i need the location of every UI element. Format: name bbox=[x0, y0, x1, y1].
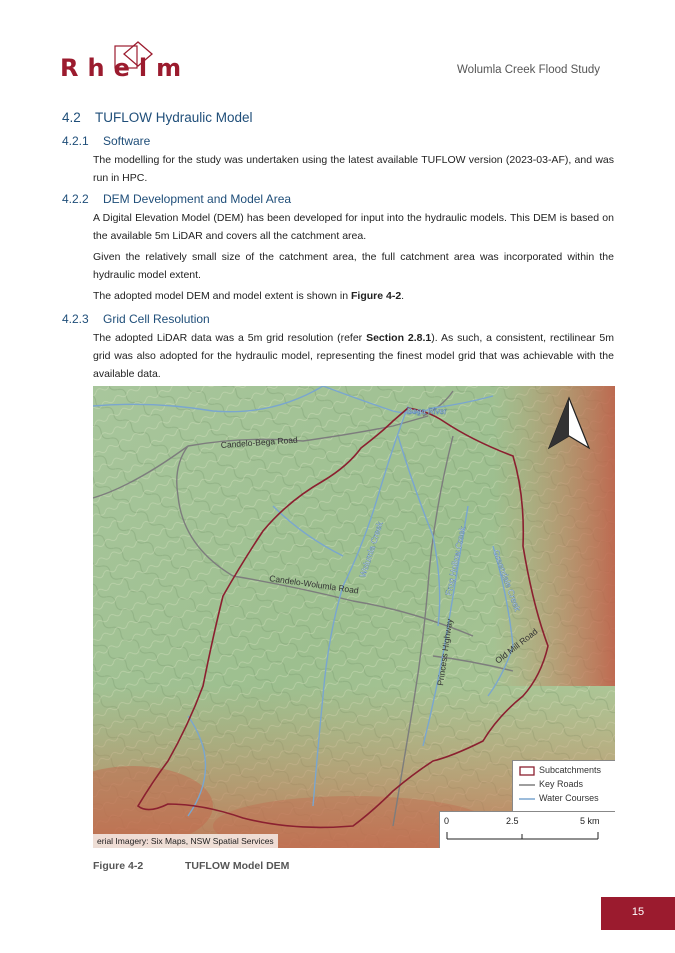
dem-paragraph-2: Given the relatively small size of the catchment area, the full catchment area was incorporated within the hydraulic model extent. bbox=[93, 251, 614, 281]
subsection-heading-grid bbox=[62, 312, 210, 326]
caption-number: Figure 4-2 bbox=[93, 860, 144, 872]
label-candelo-bega-road: Candelo-Bega Road bbox=[220, 434, 298, 450]
label-princess-highway: Princess Highway bbox=[435, 617, 455, 687]
subsection-title: DEM Development and Model Area bbox=[103, 192, 292, 206]
caption-title: TUFLOW Model DEM bbox=[185, 860, 290, 872]
key-roads-swatch-icon bbox=[519, 782, 535, 788]
dem-paragraph-3-end: . bbox=[401, 290, 405, 302]
figure-reference: Figure 4-2 bbox=[350, 290, 402, 302]
document-title: Wolumla Creek Flood Study bbox=[457, 64, 600, 76]
legend-water-courses: Water Courses bbox=[539, 793, 599, 803]
scale-tick-0: 0 bbox=[444, 816, 450, 826]
grid-paragraph-rest: ). As such, a consistent, rectilinear 5m grid was also adopted for the hydraulic model, representing the finest model grid that was achievable with the available data. bbox=[93, 332, 615, 380]
dem-paragraph-3-text: The adopted model DEM and model extent is shown in bbox=[93, 290, 351, 302]
map-attribution: erial Imagery: Six Maps, NSW Spatial Services bbox=[93, 834, 278, 848]
dem-paragraph-1: A Digital Elevation Model (DEM) has been developed for input into the hydraulic models. This DEM is based on the available 5m LiDAR and covers all the catchment area. bbox=[93, 212, 614, 242]
dem-paragraph-3 bbox=[93, 287, 614, 305]
subsection-title: Software bbox=[103, 134, 151, 148]
software-paragraph: The modelling for the study was undertaken using the latest available TUFLOW version (2023-03-AF), and was run in HPC. bbox=[93, 154, 614, 184]
water-courses-swatch-icon bbox=[519, 796, 535, 802]
label-wolumla-creek: Wolumla Creek bbox=[357, 520, 385, 579]
scale-bar bbox=[439, 811, 615, 848]
subsection-title: Grid Cell Resolution bbox=[103, 312, 210, 326]
map-legend bbox=[512, 760, 615, 818]
label-old-mill-road: Old Mill Road bbox=[493, 626, 540, 666]
subsection-number: 4.2.2 bbox=[62, 192, 89, 206]
section-title: TUFLOW Hydraulic Model bbox=[95, 110, 253, 125]
legend-key-roads: Key Roads bbox=[539, 779, 584, 789]
rhelm-logo bbox=[60, 38, 180, 82]
label-greendale-creek: Greendale Creek bbox=[491, 548, 523, 613]
section-reference: Section 2.8.1 bbox=[366, 332, 432, 344]
subsection-number: 4.2.3 bbox=[62, 312, 89, 326]
subsection-heading-dem bbox=[62, 192, 291, 206]
figure-caption bbox=[93, 860, 289, 872]
grid-paragraph bbox=[93, 329, 614, 383]
scale-tick-2-5: 2.5 bbox=[506, 816, 519, 826]
scale-bar-graphic bbox=[446, 829, 606, 843]
subsection-heading-software bbox=[62, 134, 150, 148]
subsection-number: 4.2.1 bbox=[62, 134, 89, 148]
label-candelo-wolumla-road: Candelo-Wolumla Road bbox=[268, 573, 360, 596]
legend-subcatchments: Subcatchments bbox=[539, 765, 602, 775]
page-number: 15 bbox=[631, 906, 645, 918]
dem-map-figure bbox=[93, 386, 615, 848]
logo-wordmark: R h e l m bbox=[60, 54, 182, 82]
label-frog-hollow-creek: Frog Hollow Creek bbox=[443, 525, 468, 597]
section-number: 4.2 bbox=[62, 110, 81, 125]
grid-paragraph-text: The adopted LiDAR data was a 5m grid resolution (refer bbox=[93, 332, 367, 344]
page-number-badge bbox=[601, 897, 675, 930]
scale-tick-5km: 5 km bbox=[580, 816, 600, 826]
subcatchments-swatch-icon bbox=[519, 766, 535, 776]
section-heading bbox=[62, 110, 253, 125]
label-bega-river: Bega River bbox=[407, 407, 447, 416]
